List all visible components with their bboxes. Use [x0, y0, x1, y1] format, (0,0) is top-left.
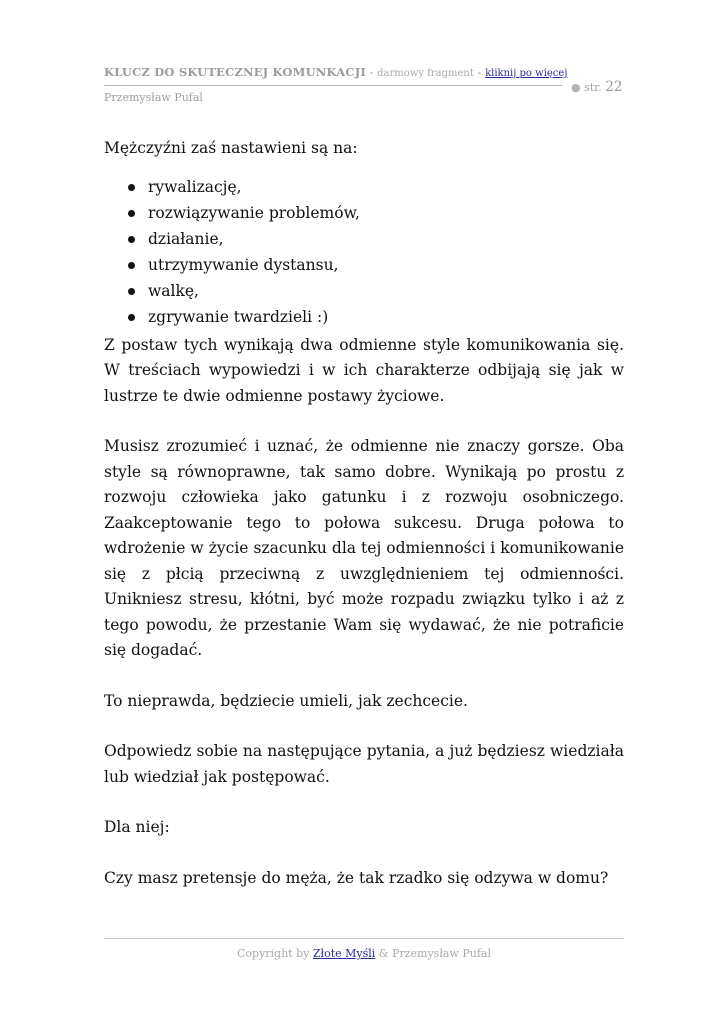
list-item-text: działanie,	[148, 229, 224, 248]
page-footer	[104, 938, 624, 962]
list-item	[104, 304, 624, 330]
bullet-list	[104, 174, 624, 330]
copyright-text	[104, 946, 624, 962]
bullet-icon	[128, 262, 135, 269]
list-item	[104, 200, 624, 226]
more-link[interactable]: kliknij po więcej	[485, 68, 568, 79]
body-paragraph: Musisz zrozumieć i uznać, że odmienne nie znaczy gorsze. Oba style są równoprawne, tak samo dobre. Wynikają po prostu z rozwoju człowieka jako gatunku i z rozwoju osobniczego. Zaakceptowanie tego to połowa sukcesu. Druga połowa to wdrożenie w życie szacunku dla tej odmienności i komunikowanie się z płcią przeciwną z uwzględnieniem tej odmienności. Unikniesz stresu, kłótni, być może rozpadu związku tylko i aż z tego powodu, że przestanie Wam się wydawać, że nie potraficie się dogadać.	[104, 437, 624, 659]
list-item-text: rywalizację,	[148, 177, 242, 196]
header-title-line	[104, 64, 568, 82]
list-item	[104, 174, 624, 200]
list-item-text: rozwiązywanie problemów,	[148, 203, 360, 222]
bullet-icon	[128, 288, 135, 295]
page-number-value: 22	[605, 79, 623, 95]
bullet-icon: ●	[571, 81, 581, 94]
author-name: Przemysław Pufal	[104, 91, 203, 104]
list-item-text: zgrywanie twardzieli :)	[148, 307, 329, 326]
page-number	[571, 79, 622, 96]
header-separator-2: -	[473, 65, 486, 79]
bullet-icon	[128, 210, 135, 217]
book-title: KLUCZ DO SKUTECZNEJ KOMUNKACJI	[104, 65, 366, 79]
bullet-icon	[128, 236, 135, 243]
bullet-icon	[128, 184, 135, 191]
body-paragraph: Czy masz pretensje do męża, że tak rzadko się odzywa w domu?	[104, 868, 609, 887]
header-separator: -	[365, 65, 378, 79]
footer-divider	[104, 938, 624, 939]
list-item	[104, 226, 624, 252]
intro-paragraph: Mężczyźni zaś nastawieni są na:	[104, 139, 358, 157]
copyright-suffix: & Przemysław Pufal	[375, 947, 491, 960]
list-item	[104, 252, 624, 278]
publisher-link[interactable]: Złote Myśli	[312, 947, 376, 960]
list-item-text: utrzymywanie dystansu,	[148, 255, 339, 274]
copyright-prefix: Copyright by	[236, 947, 313, 960]
list-item	[104, 278, 624, 304]
page-header	[104, 64, 624, 110]
body-paragraph: Z postaw tych wynikają dwa odmienne style komunikowania się. W treściach wypowiedzi i w ich charakterze odbijają się jak w lustrze te dwie odmienne postawy życiowe.	[104, 335, 624, 405]
bullet-icon	[128, 314, 135, 321]
header-divider	[104, 85, 562, 86]
fragment-label: darmowy fragment	[377, 68, 474, 79]
page-prefix: str.	[584, 81, 602, 94]
body-paragraph: To nieprawda, będziecie umieli, jak zechcecie.	[104, 691, 468, 710]
body-paragraph: Odpowiedz sobie na następujące pytania, a już będziesz wiedziała lub wiedział jak postępować.	[104, 742, 624, 786]
body-paragraph: Dla niej:	[104, 818, 170, 836]
list-item-text: walkę,	[148, 281, 199, 300]
main-content	[104, 136, 624, 916]
